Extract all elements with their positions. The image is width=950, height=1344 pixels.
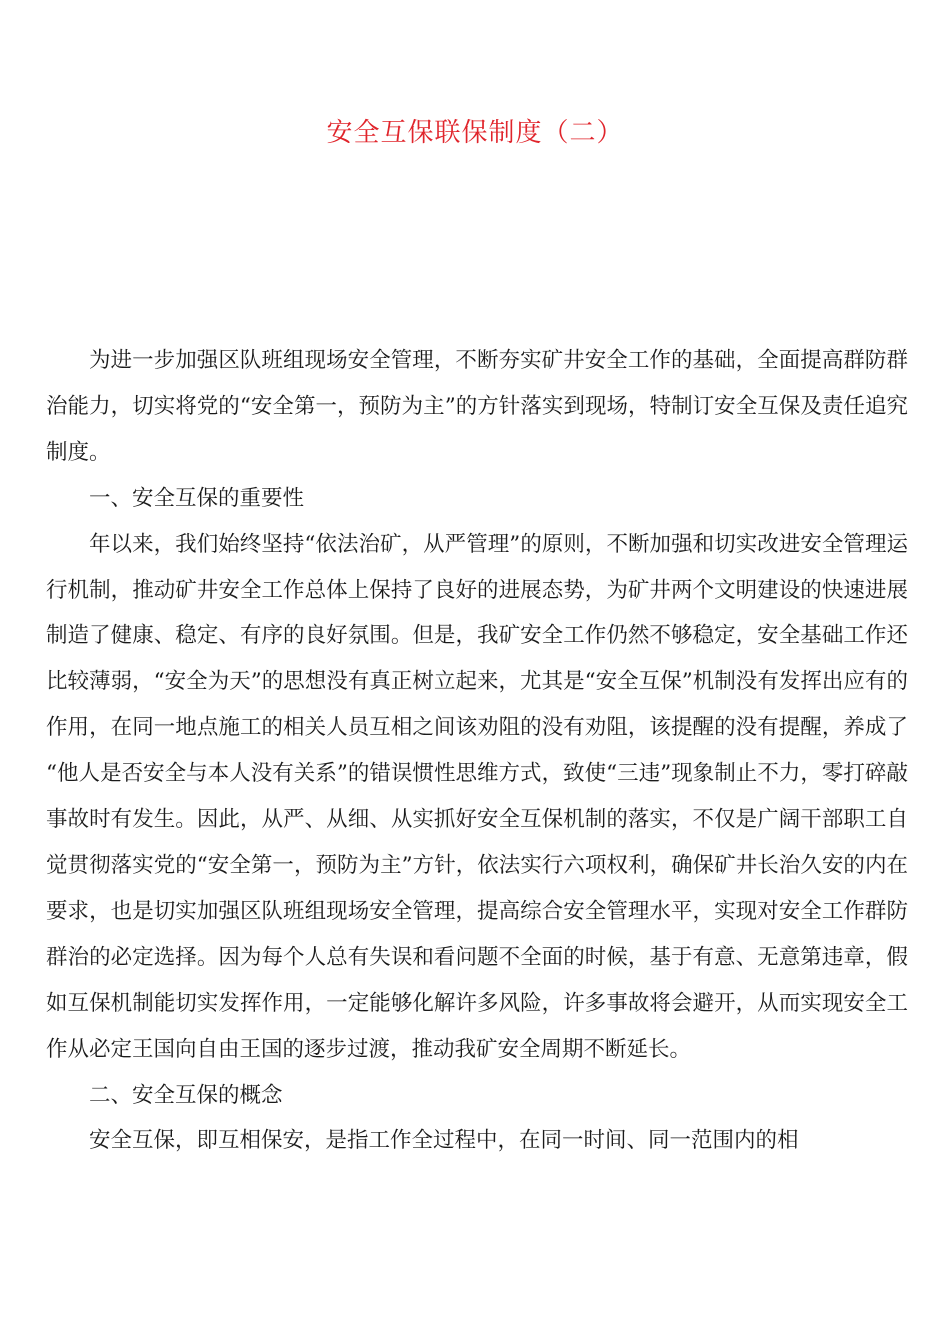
document-title: 安全互保联保制度（二）	[326, 118, 624, 148]
importance-paragraph: 年以来，我们始终坚持“依法治矿，从严管理”的原则，不断加强和切实改进安全管理运行机制，推动矿井安全工作总体上保持了良好的进展态势，为矿井两个文明建设的快速进展制造了健康、稳定、有序的良好氛围。但是，我矿安全工作仍然不够稳定，安全基础工作还比较薄弱，“安全为天”的思想没有真正树立起来，尤其是“安全互保”机制没有发挥出应有的作用，在同一地点施工的相关人员互相之间该劝阻的没有劝阻，该提醒的没有提醒，养成了 “他人是否安全与本人没有关系”的错误惯性思维方式，致使“三违”现象制止不力，零打碎敲事故时有发生。因此，从严、从细、从实抓好安全互保机制的落实，不仅是广阔干部职工自觉贯彻落实党的“安全第一，预防为主”方针，依法实行六项权利，确保矿井长治久安的内在要求，也是切实加强区队班组现场安全管理，提高综合安全管理水平，实现对安全工作群防群治的必定选择。因为每个人总有失误和看问题不全面的时候，基于有意、无意第违章，假如互保机制能切实发挥作用，一定能够化解许多风险，许多事故将会避开，从而实现安全工作从必定王国向自由王国的逐步过渡，推动我矿安全周期不断延长。	[46, 531, 908, 1062]
section-heading-concept: 二、安全互保的概念	[89, 1082, 283, 1108]
section-heading-importance: 一、安全互保的重要性	[89, 485, 305, 511]
concept-paragraph: 安全互保，即互相保安，是指工作全过程中，在同一时间、同一范围内的相	[89, 1128, 799, 1154]
document-body	[46, 338, 908, 1164]
intro-paragraph: 为进一步加强区队班组现场安全管理，不断夯实矿井安全工作的基础，全面提高群防群治能力，切实将党的“安全第一，预防为主”的方针落实到现场，特制订安全互保及责任追究制度。	[46, 348, 908, 465]
